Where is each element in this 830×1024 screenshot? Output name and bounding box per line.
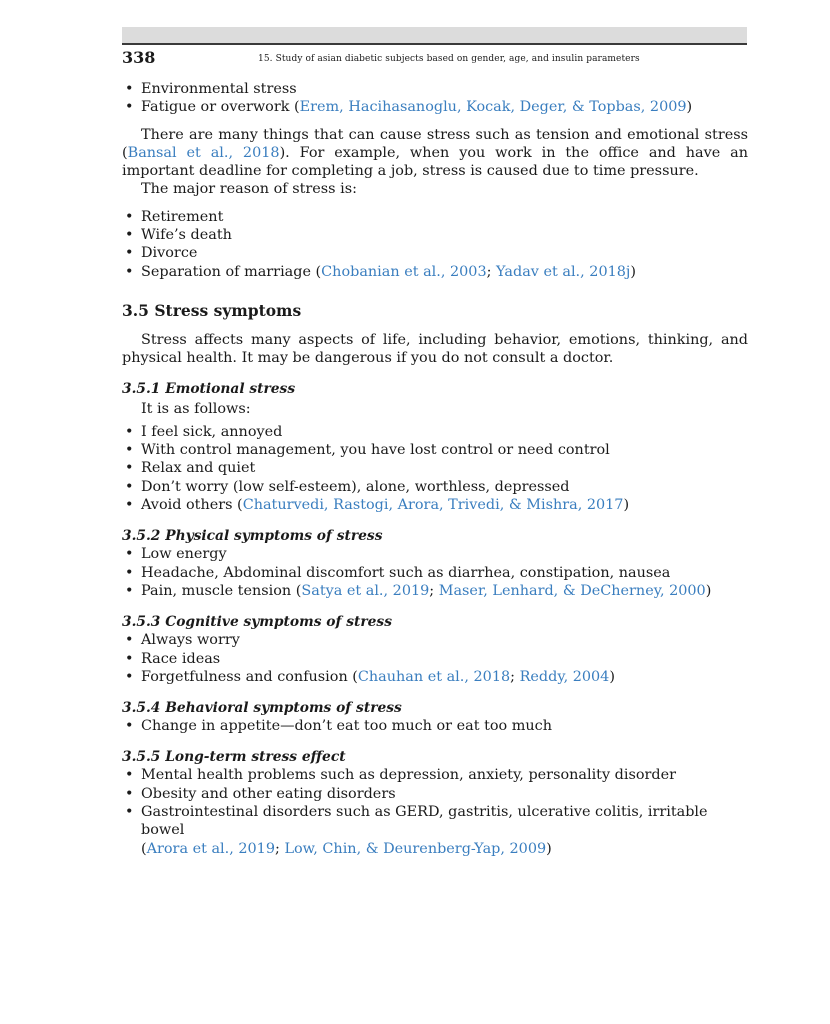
cognitive-list [122, 631, 748, 686]
list-item: • Separation of marriage (Chobanian et al., 2003; Yadav et al., 2018j) [122, 263, 748, 281]
paragraph: The major reason of stress is: [141, 181, 357, 198]
citation-link[interactable]: Reddy, 2004 [519, 668, 610, 685]
list-item: • Divorce [122, 244, 748, 262]
list-item: • Gastrointestinal disorders such as GERD, gastritis, ulcerative colitis, irritable bowel (Arora et al., 2019; Low, Chin, & Deurenberg-Yap, 2009) [122, 803, 748, 858]
subsection-heading: 3.5.5 Long-term stress effect [122, 749, 346, 766]
header-rule [122, 43, 747, 45]
behavioral-list [122, 717, 748, 735]
list-item: • Change in appetite—don’t eat too much or eat too much [122, 717, 748, 735]
citation-link[interactable]: Chauhan et al., 2018 [357, 668, 511, 685]
reasons-list [122, 208, 748, 281]
running-title: 15. Study of asian diabetic subjects based on gender, age, and insulin parameters [258, 54, 640, 64]
citation-link[interactable]: Arora et al., 2019 [146, 840, 275, 857]
citation-link[interactable]: Erem, Hacihasanoglu, Kocak, Deger, & Topbas, 2009 [299, 99, 687, 116]
header-bar [122, 27, 747, 43]
list-item: • Wife’s death [122, 226, 748, 244]
list-item: • Always worry [122, 631, 748, 649]
list-item: • Avoid others (Chaturvedi, Rastogi, Arora, Trivedi, & Mishra, 2017) [122, 496, 748, 514]
section-heading: 3.5 Stress symptoms [122, 300, 302, 320]
list-item: • Pain, muscle tension (Satya et al., 2019; Maser, Lenhard, & DeCherney, 2000) [122, 582, 748, 600]
citation-link[interactable]: Chobanian et al., 2003 [321, 263, 487, 280]
citation-link[interactable]: Chaturvedi, Rastogi, Arora, Trivedi, & Mishra, 2017 [242, 497, 624, 514]
citation-link[interactable]: Bansal et al., 2018 [127, 144, 280, 161]
emotional-list [122, 423, 748, 514]
paragraph: There are many things that can cause stress such as tension and emotional stress (Bansal et al., 2018). For example, when you work in the office and have an important deadline for completing a job, stress is caused due to time pressure. [122, 126, 749, 180]
subsection-heading: 3.5.4 Behavioral symptoms of stress [122, 700, 402, 717]
physical-list [122, 545, 748, 600]
citation-link[interactable]: Yadav et al., 2018j [496, 263, 631, 280]
paragraph: It is as follows: [141, 400, 251, 417]
list-item: • Race ideas [122, 650, 748, 668]
list-item: • Fatigue or overwork (Erem, Hacihasanoglu, Kocak, Deger, & Topbas, 2009) [122, 98, 748, 116]
page-number: 338 [122, 48, 156, 67]
subsection-heading: 3.5.1 Emotional stress [122, 380, 296, 397]
list-item: • Environmental stress [122, 80, 748, 98]
list-item: • Forgetfulness and confusion (Chauhan et al., 2018; Reddy, 2004) [122, 668, 748, 686]
list-item: • Don’t worry (low self-esteem), alone, worthless, depressed [122, 478, 748, 496]
page-content [122, 80, 748, 858]
list-item: • With control management, you have lost control or need control [122, 441, 748, 459]
list-item: • Mental health problems such as depression, anxiety, personality disorder [122, 766, 748, 784]
citation-link[interactable]: Satya et al., 2019 [301, 582, 430, 599]
subsection-heading: 3.5.2 Physical symptoms of stress [122, 528, 383, 545]
list-item: • I feel sick, annoyed [122, 423, 748, 441]
list-item: • Retirement [122, 208, 748, 226]
citation-link[interactable]: Maser, Lenhard, & DeCherney, 2000 [438, 582, 706, 599]
list-item: • Relax and quiet [122, 459, 748, 477]
paragraph: Stress affects many aspects of life, including behavior, emotions, thinking, and physical health. It may be dangerous if you do not consult a doctor. [122, 331, 748, 367]
list-item: • Headache, Abdominal discomfort such as diarrhea, constipation, nausea [122, 564, 748, 582]
long-term-list [122, 766, 748, 857]
list-item: • Obesity and other eating disorders [122, 785, 748, 803]
list-item: • Low energy [122, 545, 748, 563]
subsection-heading: 3.5.3 Cognitive symptoms of stress [122, 614, 392, 631]
citation-link[interactable]: Low, Chin, & Deurenberg-Yap, 2009 [284, 840, 547, 857]
intro-list [122, 80, 748, 117]
